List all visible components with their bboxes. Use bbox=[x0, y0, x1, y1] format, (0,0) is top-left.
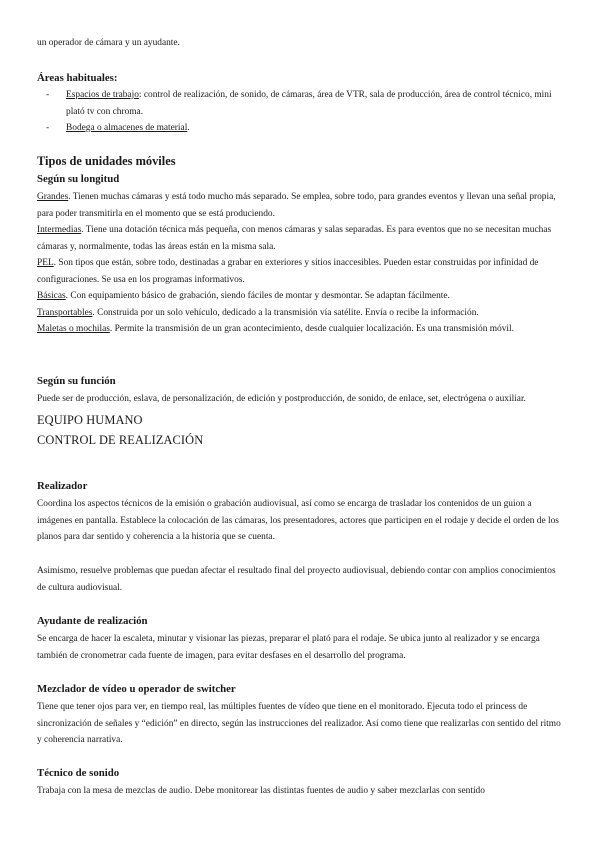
term-bodega: Bodega o almacenes de material bbox=[66, 123, 188, 133]
list-item bbox=[37, 87, 563, 120]
item-text: . Permite la transmisión de un gran acontecimiento, desde cualquier localización. Es una transmisión móvil. bbox=[109, 324, 514, 334]
intro-tail: un operador de cámara y un ayudante. bbox=[37, 38, 180, 48]
list-item bbox=[37, 305, 563, 322]
term-grandes: Grandes bbox=[37, 192, 69, 202]
list-item bbox=[37, 255, 563, 288]
term-espacios-de-trabajo: Espacios de trabajo bbox=[66, 90, 139, 100]
realizador-heading: Realizador bbox=[37, 480, 88, 492]
item-text: . bbox=[187, 123, 190, 133]
ayudante-heading: Ayudante de realización bbox=[37, 615, 148, 627]
item-text: . Tienen muchas cámaras y está todo mucho más separado. Se emplea, sobre todo, para grandes eventos y llevan una señal propia, para poder transmitirla en el momento que se está produciendo. bbox=[37, 192, 556, 219]
areas-heading: Áreas habituales: bbox=[37, 72, 118, 84]
list-item bbox=[37, 321, 563, 338]
ayudante-text: Se encarga de hacer la escaleta, minutar y visionar las piezas, preparar el plató para el rodaje. Se ubica junto al realizador y se encarga también de cronometrar cada fuente de imagen, para evitar desfases en el desarrollo del programa. bbox=[37, 634, 540, 661]
longitud-list bbox=[37, 189, 563, 338]
term-pel: PEL bbox=[37, 258, 54, 268]
item-text: : control de realización, de sonido, de cámaras, área de VTR, sala de producción, área de control técnico, mini plató tv con chroma. bbox=[66, 90, 552, 117]
realizador-p2: Asimismo, resuelve problemas que puedan afectar el resultado final del proyecto audiovisual, debiendo contar con amplios conocimientos de cultura audiovisual. bbox=[37, 566, 556, 593]
item-text: . Son tipos que están, sobre todo, destinadas a grabar en exteriores y sitios inaccesibles. Pueden estar construidas por infinidad de configuraciones. Se usa en los programas informativos. bbox=[37, 258, 539, 285]
list-item bbox=[37, 189, 563, 222]
item-text: . Tiene una dotación técnica más pequeña, con menos cámaras y salas separadas. Es para eventos que no se necesitan muchas cámaras y, normalmente, todas las áreas están en la misma sala. bbox=[37, 225, 552, 252]
sonido-heading: Técnico de sonido bbox=[37, 767, 120, 779]
term-transportables: Transportables bbox=[37, 307, 93, 318]
list-item bbox=[37, 120, 563, 137]
sonido-text: Trabaja con la mesa de mezclas de audio. Debe monitorear las distintas fuentes de audio y saber mezclarlas con sentido bbox=[37, 786, 485, 796]
control-realizacion-heading: CONTROL DE REALIZACIÓN bbox=[37, 433, 204, 447]
item-text: . Construida por un solo vehículo, dedicado a la transmisión vía satélite. Envía o recibe la información. bbox=[92, 307, 479, 318]
term-intermedias: Intermedias bbox=[37, 225, 82, 235]
funcion-heading: Según su función bbox=[37, 375, 116, 387]
item-text: . Con equipamiento básico de grabación, siendo fáciles de montar y desmontar. Se adaptan fácilmente. bbox=[65, 291, 450, 301]
equipo-heading: EQUIPO HUMANO bbox=[37, 413, 143, 427]
term-basicas: Básicas bbox=[37, 291, 66, 301]
realizador-p1: Coordina los aspectos técnicos de la emisión o grabación audiovisual, así como se encarga de trasladar los contenidos de un guion a imágenes en pantalla. Establece la colocación de las cámaras, los presentadores, actores que participen en el rodaje y decide el orden de los planos para dar sentido y coherencia a la historia que se cuenta. bbox=[37, 499, 559, 542]
list-item bbox=[37, 288, 563, 305]
tipos-heading: Tipos de unidades móviles bbox=[37, 154, 176, 168]
term-maletas: Maletas o mochilas bbox=[37, 324, 110, 334]
mezclador-heading: Mezclador de vídeo u operador de switcher bbox=[37, 683, 236, 695]
funcion-text: Puede ser de producción, eslava, de personalización, de edición y postproducción, de sonido, de enlace, set, electrógena o auxiliar. bbox=[37, 394, 526, 404]
mezclador-text: Tiene que tener ojos para ver, en tiempo real, las múltiples fuentes de vídeo que tiene en el monitorado. Ejecuta todo el princess de sincronización de señales y “edición” en directo, según las instrucciones del realizador. Así como tiene que realizarlas con sentido del ritmo y coherencia narrativa. bbox=[37, 702, 561, 745]
list-item bbox=[37, 222, 563, 255]
longitud-heading: Según su longitud bbox=[37, 173, 120, 185]
areas-list bbox=[37, 87, 563, 137]
